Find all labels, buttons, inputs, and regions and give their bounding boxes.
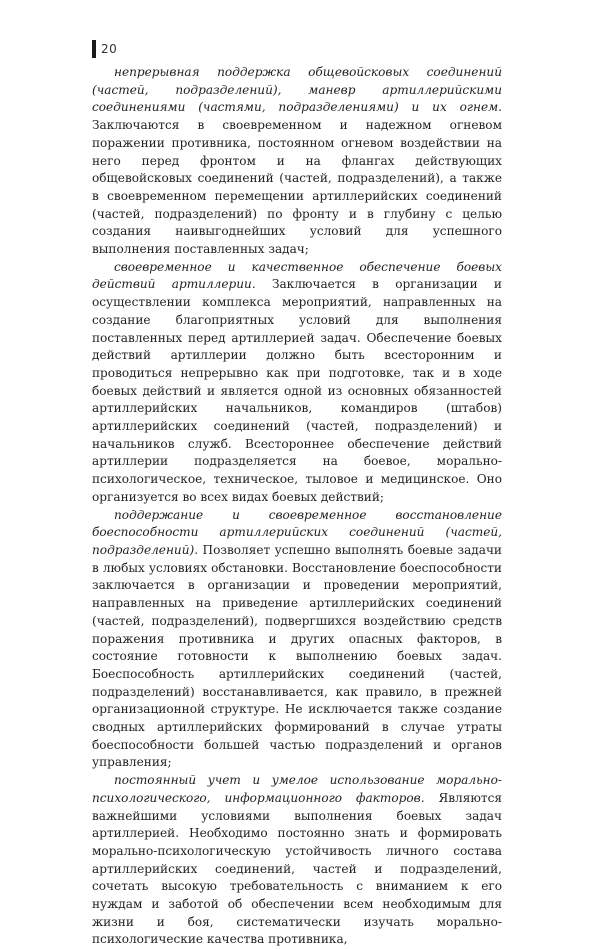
paragraph-body: Заключаются в своевременном и надежном огневом поражении противника, постоянном огневом воздействии на него перед фронтом и на флангах действующих общевойсковых соединений (частей, подразделений), а также в своевременном перемещении артиллерийских соединений (частей, подразделений) по фронту и в глубину с целью создания наивыгоднейших условий для успешного выполнения поставленных задач;	[92, 118, 502, 257]
header-marker-bar	[92, 40, 96, 58]
paragraph-lead: постоянный учет и умелое использование морально-психологического, информационного факторов.	[92, 773, 502, 805]
paragraph-combat-readiness	[92, 507, 502, 773]
paragraph-lead: непрерывная поддержка общевойсковых соединений (частей, подразделений), маневр артиллерийскими соединениями (частями, подразделениями) и их огнем.	[92, 65, 502, 115]
paragraph-fire-support	[92, 64, 502, 259]
page-body	[92, 64, 502, 949]
paragraph-lead: поддержание и своевременное восстановление боеспособности артиллерийских соединений (частей, подразделений).	[92, 507, 502, 557]
paragraph-body: Являются важнейшими условиями выполнения боевых задач артиллерией. Необходимо постоянно знать и формировать морально-психологическую устойчивость личного состава артиллерийских соединений, частей и подразделений, сочетать высокую требовательность с вниманием к его нуждам и заботой об обеспечении всем необходимым для жизни и боя, систематически изучать морально-психологические качества противника,	[92, 790, 502, 947]
paragraph-combat-support	[92, 259, 502, 507]
paragraph-lead: своевременное и качественное обеспечение боевых действий артиллерии.	[92, 259, 502, 292]
page-number: 20	[101, 42, 118, 56]
page-header	[92, 39, 117, 59]
paragraph-morale-factors	[92, 772, 502, 949]
paragraph-body: Позволяет успешно выполнять боевые задачи в любых условиях обстановки. Восстановление боеспособности заключается в организации и проведении мероприятий, направленных на приведение артиллерийских соединений (частей, подразделений), подвергшихся воздействию средств поражения противника и других опасных факторов, в состояние готовности к выполнению боевых задач. Боеспособность артиллерийских соединений (частей, подразделений) восстанавливается, как правило, в прежней организационной структуре. Не исключается также создание сводных артиллерийских формирований в случае утраты боеспособности большей частью подразделений и органов управления;	[92, 542, 502, 770]
paragraph-body: Заключается в организации и осуществлении комплекса мероприятий, направленных на создание благоприятных условий для выполнения поставленных перед артиллерией задач. Обеспечение боевых действий артиллерии должно быть всесторонним и проводиться непрерывно как при подготовке, так и в ходе боевых действий и является одной из основных обязанностей артиллерийских начальников, командиров (штабов) артиллерийских соединений (частей, подразделений) и начальников служб. Всестороннее обеспечение действий артиллерии подразделяется на боевое, морально-психологическое, техническое, тыловое и медицинское. Оно организуется во всех видах боевых действий;	[92, 277, 502, 504]
